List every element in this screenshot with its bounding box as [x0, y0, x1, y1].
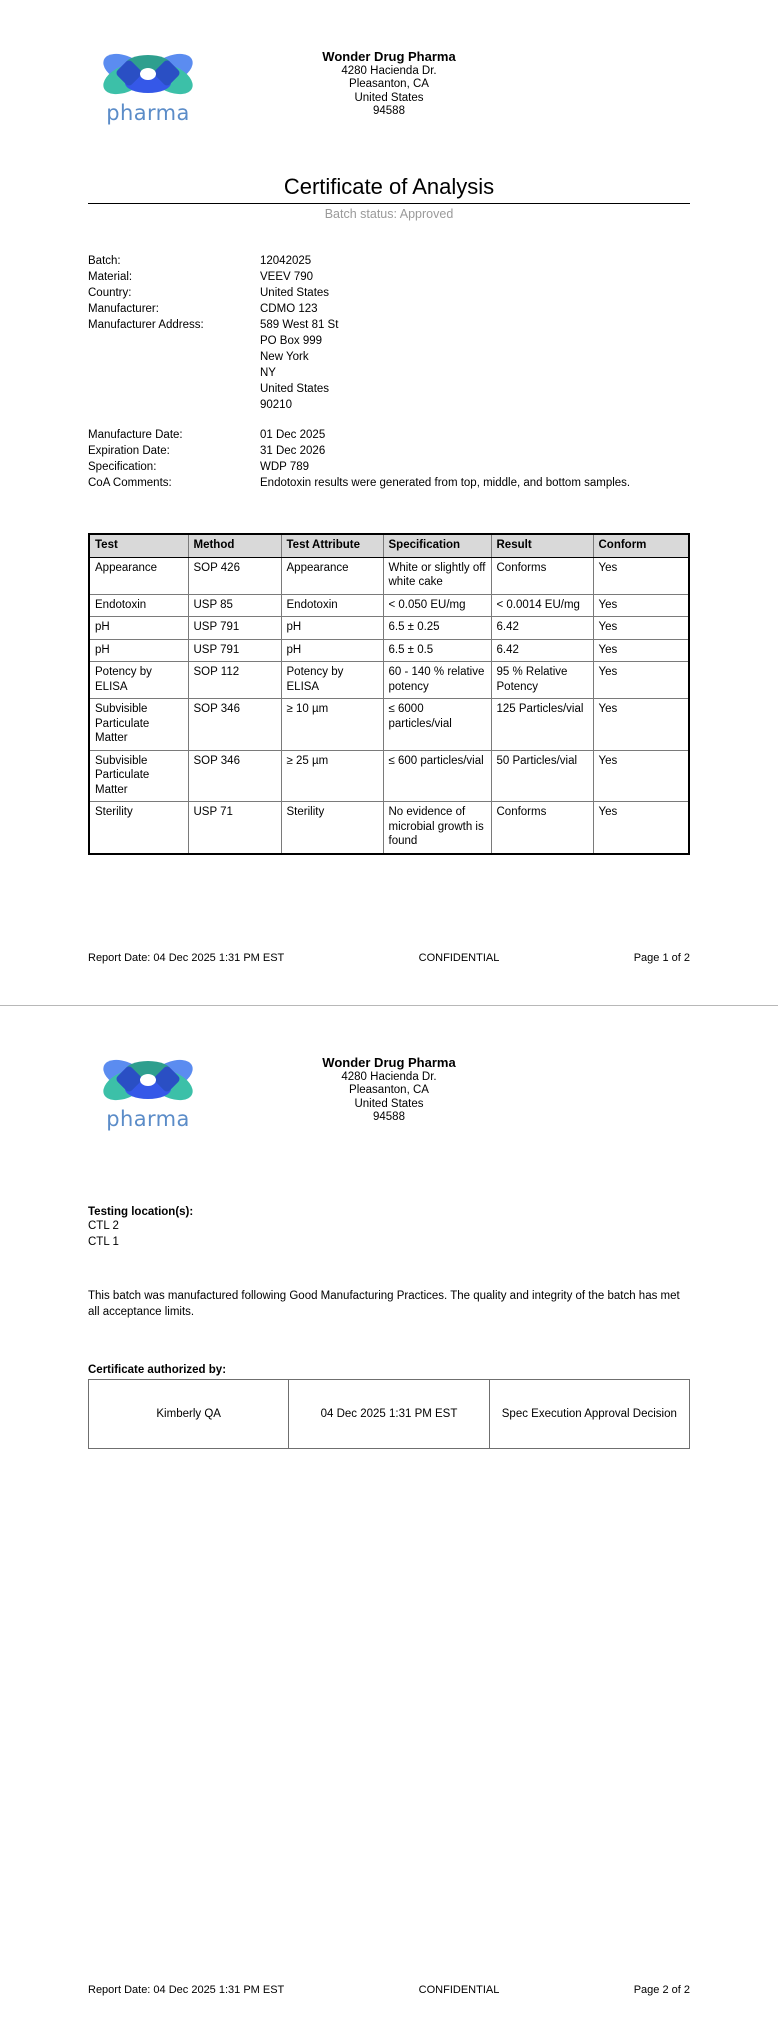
- company-address-line-3: United States: [354, 1097, 424, 1110]
- country-label: Country:: [88, 287, 132, 300]
- detail-row-expiration-date: [88, 443, 690, 459]
- cell-result: 125 Particles/vial: [491, 699, 593, 751]
- table-row: [89, 750, 689, 802]
- detail-row-manufacture-date: [88, 427, 690, 443]
- material-label: Material:: [88, 271, 133, 284]
- cell-test-attribute: Appearance: [281, 557, 383, 594]
- specification-label: Specification:: [88, 461, 157, 474]
- cell-method: USP 791: [188, 617, 281, 640]
- table-row: [89, 1380, 690, 1449]
- cell-result: Conforms: [491, 802, 593, 854]
- table-row: [89, 662, 689, 699]
- cell-result: 6.42: [491, 639, 593, 662]
- cell-test: pH: [89, 617, 188, 640]
- cell-test: Subvisible Particulate Matter: [89, 750, 188, 802]
- cell-result: 95 % Relative Potency: [491, 662, 593, 699]
- detail-row-manufacturer-address: [88, 317, 690, 413]
- company-address-line-2: Pleasanton, CA: [349, 78, 429, 90]
- cell-test-attribute: Endotoxin: [281, 594, 383, 617]
- cell-test: Endotoxin: [89, 594, 188, 617]
- cell-conform: Yes: [593, 699, 689, 751]
- cell-specification: ≤ 600 particles/vial: [383, 750, 491, 802]
- page-1-footer: [88, 952, 690, 964]
- results-table-body: [89, 557, 689, 854]
- authorization-table: [88, 1379, 690, 1449]
- testing-locations-section: [88, 1206, 690, 1250]
- cell-conform: Yes: [593, 662, 689, 699]
- company-address-block: [88, 50, 690, 119]
- detail-row-specification: [88, 459, 690, 475]
- manufacture-date-label: Manufacture Date:: [88, 429, 183, 442]
- page-1: [0, 0, 778, 1005]
- letterhead: [88, 42, 690, 134]
- cell-method: USP 71: [188, 802, 281, 854]
- cell-conform: Yes: [593, 617, 689, 640]
- page-2: [0, 1006, 778, 2037]
- testing-locations-list: [88, 1218, 690, 1250]
- cell-specification: 60 - 140 % relative potency: [383, 662, 491, 699]
- table-row: [89, 699, 689, 751]
- table-row: [89, 594, 689, 617]
- list-item: 90210: [260, 399, 292, 412]
- cell-test-attribute: pH: [281, 639, 383, 662]
- list-item: CTL 1: [88, 1236, 119, 1248]
- cell-test: Subvisible Particulate Matter: [89, 699, 188, 751]
- company-address-line-3: United States: [354, 91, 424, 104]
- cell-conform: Yes: [593, 802, 689, 854]
- cell-test-attribute: ≥ 10 µm: [281, 699, 383, 751]
- cell-result: 50 Particles/vial: [491, 750, 593, 802]
- batch-value: 12042025: [260, 255, 312, 268]
- table-row: [89, 802, 689, 854]
- cell-test-attribute: Potency by ELISA: [281, 662, 383, 699]
- list-item: New York: [260, 351, 309, 364]
- expiration-date-value: 31 Dec 2026: [260, 445, 326, 458]
- cell-result: Conforms: [491, 557, 593, 594]
- footer-report-date: Report Date: 04 Dec 2025 1:31 PM EST: [88, 1984, 285, 1996]
- coa-comments-label: CoA Comments:: [88, 477, 172, 490]
- cell-specification: ≤ 6000 particles/vial: [383, 699, 491, 751]
- manufacture-date-value: 01 Dec 2025: [260, 429, 326, 442]
- authorized-by-label: Certificate authorized by:: [88, 1364, 227, 1376]
- company-address-block-page-2: [88, 1056, 690, 1125]
- coa-comments-value: Endotoxin results were generated from top, middle, and bottom samples.: [260, 477, 631, 490]
- cell-specification: White or slightly off white cake: [383, 557, 491, 594]
- cell-test-attribute: ≥ 25 µm: [281, 750, 383, 802]
- column-header-specification: Specification: [383, 534, 491, 557]
- footer-report-date: Report Date: 04 Dec 2025 1:31 PM EST: [88, 952, 285, 964]
- cell-conform: Yes: [593, 557, 689, 594]
- table-row: [89, 639, 689, 662]
- footer-page-number: Page 1 of 2: [633, 952, 690, 964]
- company-address-line-1: 4280 Hacienda Dr.: [341, 64, 437, 77]
- cell-method: SOP 426: [188, 557, 281, 594]
- results-table: [88, 533, 690, 855]
- cell-specification: < 0.050 EU/mg: [383, 594, 491, 617]
- cell-conform: Yes: [593, 639, 689, 662]
- table-row: [89, 617, 689, 640]
- cell-conform: Yes: [593, 594, 689, 617]
- column-header-method: Method: [188, 534, 281, 557]
- cell-result: 6.42: [491, 617, 593, 640]
- cell-test: Sterility: [89, 802, 188, 854]
- cell-method: USP 791: [188, 639, 281, 662]
- specification-value: WDP 789: [260, 461, 310, 474]
- company-address-line-1: 4280 Hacienda Dr.: [341, 1070, 437, 1083]
- cell-result: < 0.0014 EU/mg: [491, 594, 593, 617]
- manufacturer-address-label: Manufacturer Address:: [88, 319, 204, 332]
- gmp-statement: This batch was manufactured following Good Manufacturing Practices. The quality and integrity of the batch has met all acceptance limits.: [88, 1290, 680, 1318]
- list-item: NY: [260, 367, 276, 380]
- detail-row-batch: [88, 253, 690, 269]
- column-header-test-attribute: Test Attribute: [281, 534, 383, 557]
- cell-method: SOP 346: [188, 699, 281, 751]
- cell-method: USP 85: [188, 594, 281, 617]
- column-header-test: Test: [89, 534, 188, 557]
- authorizer-name: Kimberly QA: [89, 1380, 289, 1449]
- company-name: Wonder Drug Pharma: [322, 1055, 456, 1070]
- cell-test-attribute: pH: [281, 617, 383, 640]
- testing-locations-label: Testing location(s):: [88, 1206, 194, 1218]
- results-table-header-row: [89, 534, 689, 557]
- batch-details: [88, 253, 690, 491]
- page-title: Certificate of Analysis: [88, 174, 690, 204]
- cell-method: SOP 346: [188, 750, 281, 802]
- status-badge: Batch status: Approved: [324, 207, 454, 222]
- page-2-footer: [88, 1984, 690, 1996]
- manufacturer-value: CDMO 123: [260, 303, 318, 316]
- cell-specification: 6.5 ± 0.5: [383, 639, 491, 662]
- material-value: VEEV 790: [260, 271, 314, 284]
- column-header-conform: Conform: [593, 534, 689, 557]
- cell-specification: No evidence of microbial growth is found: [383, 802, 491, 854]
- expiration-date-label: Expiration Date:: [88, 445, 170, 458]
- table-row: [89, 557, 689, 594]
- cell-method: SOP 112: [188, 662, 281, 699]
- country-value: United States: [260, 287, 330, 300]
- company-address-line-2: Pleasanton, CA: [349, 1084, 429, 1096]
- detail-row-manufacturer: [88, 301, 690, 317]
- company-address-postal-code: 94588: [373, 105, 405, 117]
- detail-row-material: [88, 269, 690, 285]
- authorization-datetime: 04 Dec 2025 1:31 PM EST: [289, 1380, 489, 1449]
- footer-confidential: CONFIDENTIAL: [418, 952, 500, 964]
- list-item: United States: [260, 383, 330, 396]
- letterhead-page-2: [88, 1048, 690, 1140]
- company-address-postal-code: 94588: [373, 1111, 405, 1123]
- batch-label: Batch:: [88, 255, 121, 268]
- cell-test: Potency by ELISA: [89, 662, 188, 699]
- footer-confidential: CONFIDENTIAL: [418, 1984, 500, 1996]
- logo-wordmark: pharma: [106, 1107, 190, 1131]
- list-item: PO Box 999: [260, 335, 323, 348]
- cell-specification: 6.5 ± 0.25: [383, 617, 491, 640]
- cell-test: pH: [89, 639, 188, 662]
- company-name: Wonder Drug Pharma: [322, 49, 456, 64]
- title-section: [88, 174, 690, 221]
- detail-row-coa-comments: [88, 475, 690, 491]
- manufacturer-address-value: [260, 317, 690, 413]
- column-header-result: Result: [491, 534, 593, 557]
- detail-row-country: [88, 285, 690, 301]
- logo-wordmark: pharma: [106, 101, 190, 125]
- manufacturer-label: Manufacturer:: [88, 303, 159, 316]
- cell-test: Appearance: [89, 557, 188, 594]
- footer-page-number: Page 2 of 2: [633, 1984, 690, 1996]
- cell-test-attribute: Sterility: [281, 802, 383, 854]
- list-item: CTL 2: [88, 1220, 119, 1232]
- authorization-decision: Spec Execution Approval Decision: [489, 1380, 689, 1449]
- list-item: 589 West 81 St: [260, 319, 339, 332]
- cell-conform: Yes: [593, 750, 689, 802]
